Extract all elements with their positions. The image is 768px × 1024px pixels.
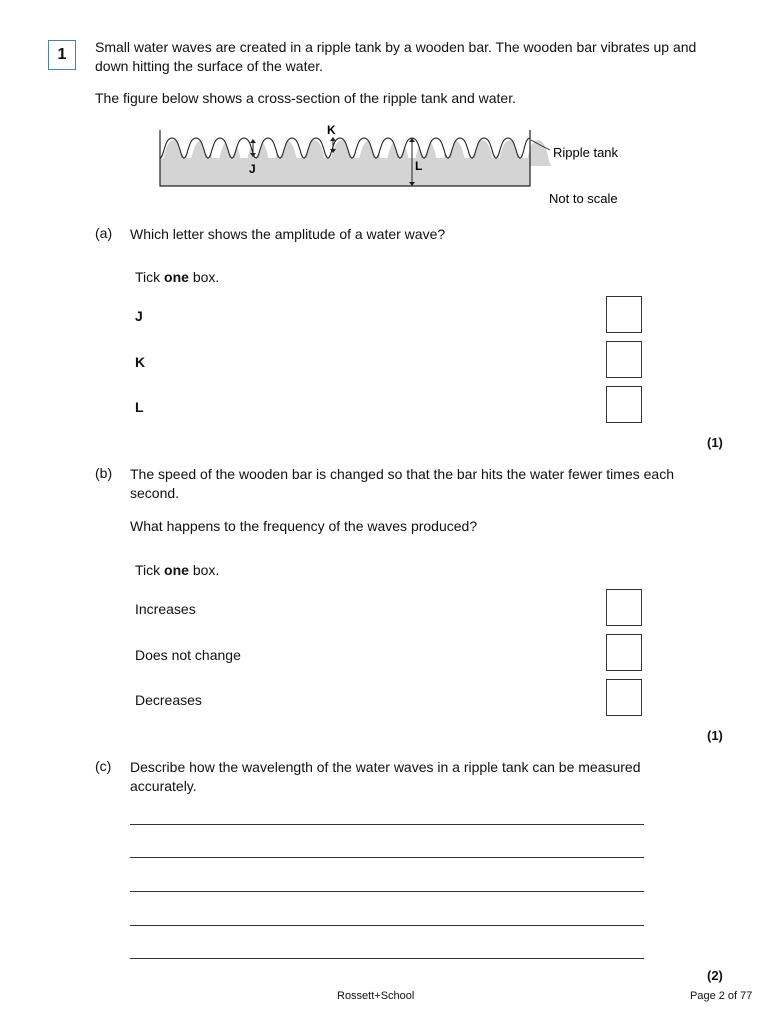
part-b-text: The speed of the wooden bar is changed so that the bar hits the water fewer times each second. <box>130 466 674 501</box>
part-b-question: What happens to the frequency of the waves produced? <box>130 518 478 534</box>
part-b-option-no-change-checkbox[interactable] <box>606 634 642 671</box>
footer-school: Rossett+School <box>337 990 415 1002</box>
part-b-tick-instruction: Tick one box. <box>135 562 220 578</box>
part-a-tick-instruction: Tick one box. <box>135 269 220 285</box>
part-a-option-j-checkbox[interactable] <box>606 296 642 333</box>
part-c-mark: (2) <box>707 968 723 983</box>
part-a-option-k-label: K <box>135 354 146 370</box>
part-a-mark: (1) <box>707 435 723 450</box>
part-a-label: (a) <box>95 225 113 241</box>
part-b-option-increases-checkbox[interactable] <box>606 589 642 626</box>
ripple-tank-label: Ripple tank <box>553 145 619 160</box>
part-c-label: (c) <box>95 758 112 774</box>
answer-line[interactable] <box>130 891 644 892</box>
label-j: J <box>249 162 256 176</box>
answer-line[interactable] <box>130 925 644 926</box>
question-intro: Small water waves are created in a ripple tank by a wooden bar. The wooden bar vibrates up and down hitting the surface of the water. <box>95 39 697 74</box>
part-a-option-l-checkbox[interactable] <box>606 386 642 423</box>
part-b-option-decreases-label: Decreases <box>135 692 202 708</box>
part-b-label: (b) <box>95 465 113 481</box>
footer-page-number: Page 2 of 77 <box>690 990 753 1002</box>
label-k: K <box>327 123 336 137</box>
part-c-question: Describe how the wavelength of the water waves in a ripple tank can be measured accurately. <box>130 759 641 794</box>
ripple-tank-figure <box>150 118 630 213</box>
answer-line[interactable] <box>130 857 644 858</box>
part-b-option-no-change-label: Does not change <box>135 647 241 663</box>
answer-line[interactable] <box>130 824 644 825</box>
question-number: 1 <box>48 40 76 70</box>
part-a-option-j-label: J <box>135 308 143 324</box>
label-l: L <box>415 159 423 173</box>
part-b-option-decreases-checkbox[interactable] <box>606 679 642 716</box>
figure-intro: The figure below shows a cross-section of the ripple tank and water. <box>95 90 516 106</box>
part-b-option-increases-label: Increases <box>135 601 196 617</box>
part-a-question: Which letter shows the amplitude of a water wave? <box>130 226 446 242</box>
part-a-option-l-label: L <box>135 399 144 415</box>
part-b-mark: (1) <box>707 728 723 743</box>
answer-line[interactable] <box>130 958 644 959</box>
not-to-scale-label: Not to scale <box>549 191 618 206</box>
part-a-option-k-checkbox[interactable] <box>606 341 642 378</box>
